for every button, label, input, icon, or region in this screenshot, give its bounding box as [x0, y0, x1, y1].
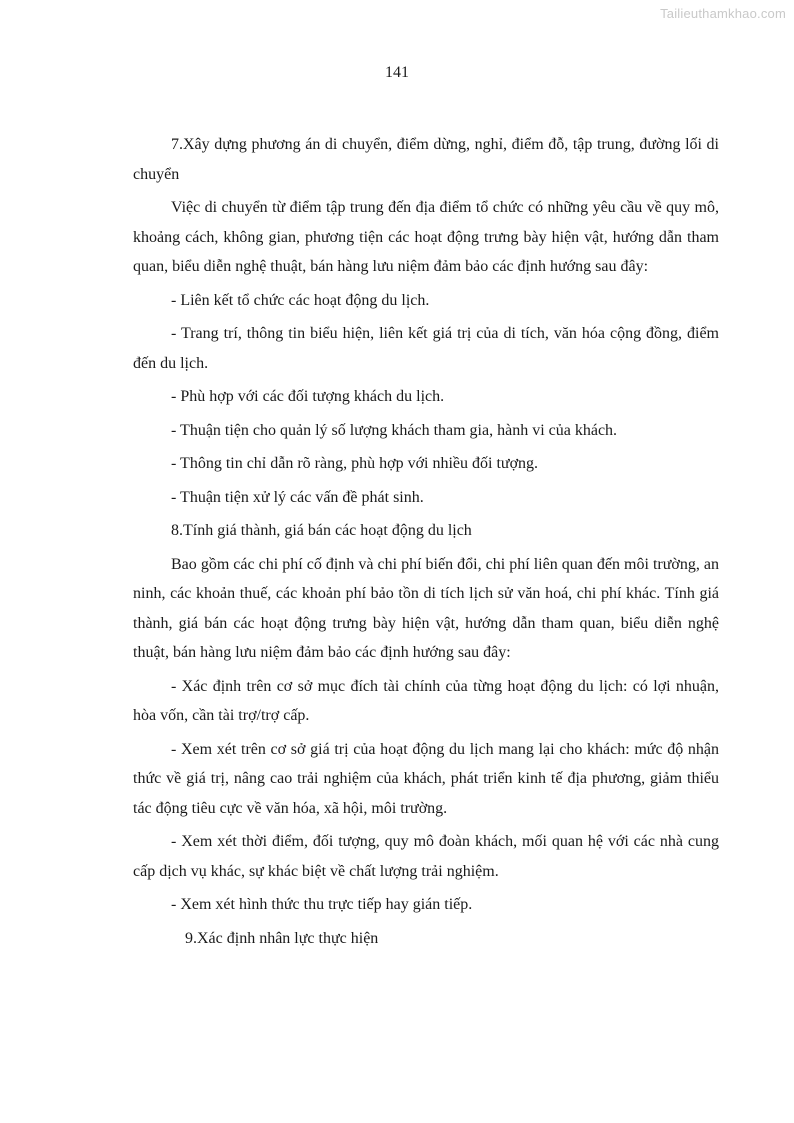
bullet-item: - Xem xét thời điểm, đối tượng, quy mô đoàn khách, mối quan hệ với các nhà cung cấp dịch vụ khác, sự khác biệt về chất lượng trải nghiệm.	[133, 833, 719, 880]
paragraph: Bao gồm các chi phí cố định và chi phí biến đổi, chi phí liên quan đến môi trường, an ninh, các khoản thuế, các khoản phí bảo tồn di tích lịch sử văn hoá, chi phí khác. Tính giá thành, giá bán các hoạt động trưng bày hiện vật, hướng dẫn tham quan, biểu diễn nghệ thuật, bán hàng lưu niệm đảm bảo các định hướng sau đây:	[133, 555, 719, 661]
page-number: 141	[385, 64, 409, 81]
section-heading-7: 7.Xây dựng phương án di chuyển, điểm dừng, nghỉ, điểm đỗ, tập trung, đường lối di chuyển	[133, 136, 719, 183]
section-heading-9: 9.Xác định nhân lực thực hiện	[185, 929, 379, 947]
bullet-item: - Xác định trên cơ sở mục đích tài chính của từng hoạt động du lịch: có lợi nhuận, hòa vốn, cần tài trợ/trợ cấp.	[133, 677, 719, 724]
bullet-item: - Thông tin chỉ dẫn rõ ràng, phù hợp với nhiều đối tượng.	[171, 455, 539, 472]
document-body	[133, 130, 719, 957]
paragraph: Việc di chuyển từ điểm tập trung đến địa điểm tổ chức có những yêu cầu về quy mô, khoảng cách, không gian, phương tiện các hoạt động trưng bày hiện vật, hướng dẫn tham quan, biểu diễn nghệ thuật, bán hàng lưu niệm đảm bảo các định hướng sau đây:	[133, 199, 719, 275]
bullet-item: - Liên kết tổ chức các hoạt động du lịch.	[171, 291, 430, 309]
bullet-item: - Trang trí, thông tin biểu hiện, liên kết giá trị của di tích, văn hóa cộng đồng, điểm đến du lịch.	[133, 325, 719, 372]
section-heading-8: 8.Tính giá thành, giá bán các hoạt động du lịch	[171, 522, 472, 539]
watermark-text: Tailieuthamkhao.com	[660, 6, 786, 21]
bullet-item: - Phù hợp với các đối tượng khách du lịch.	[171, 388, 445, 405]
bullet-item: - Xem xét hình thức thu trực tiếp hay gián tiếp.	[171, 896, 473, 913]
bullet-item: - Xem xét trên cơ sở giá trị của hoạt động du lịch mang lại cho khách: mức độ nhận thức về giá trị, nâng cao trải nghiệm của khách, phát triển kinh tế địa phương, giảm thiểu tác động tiêu cực về văn hóa, xã hội, môi trường.	[133, 740, 719, 817]
bullet-item: - Thuận tiện cho quản lý số lượng khách tham gia, hành vi của khách.	[171, 421, 618, 439]
bullet-item: - Thuận tiện xử lý các vấn đề phát sinh.	[171, 488, 424, 506]
